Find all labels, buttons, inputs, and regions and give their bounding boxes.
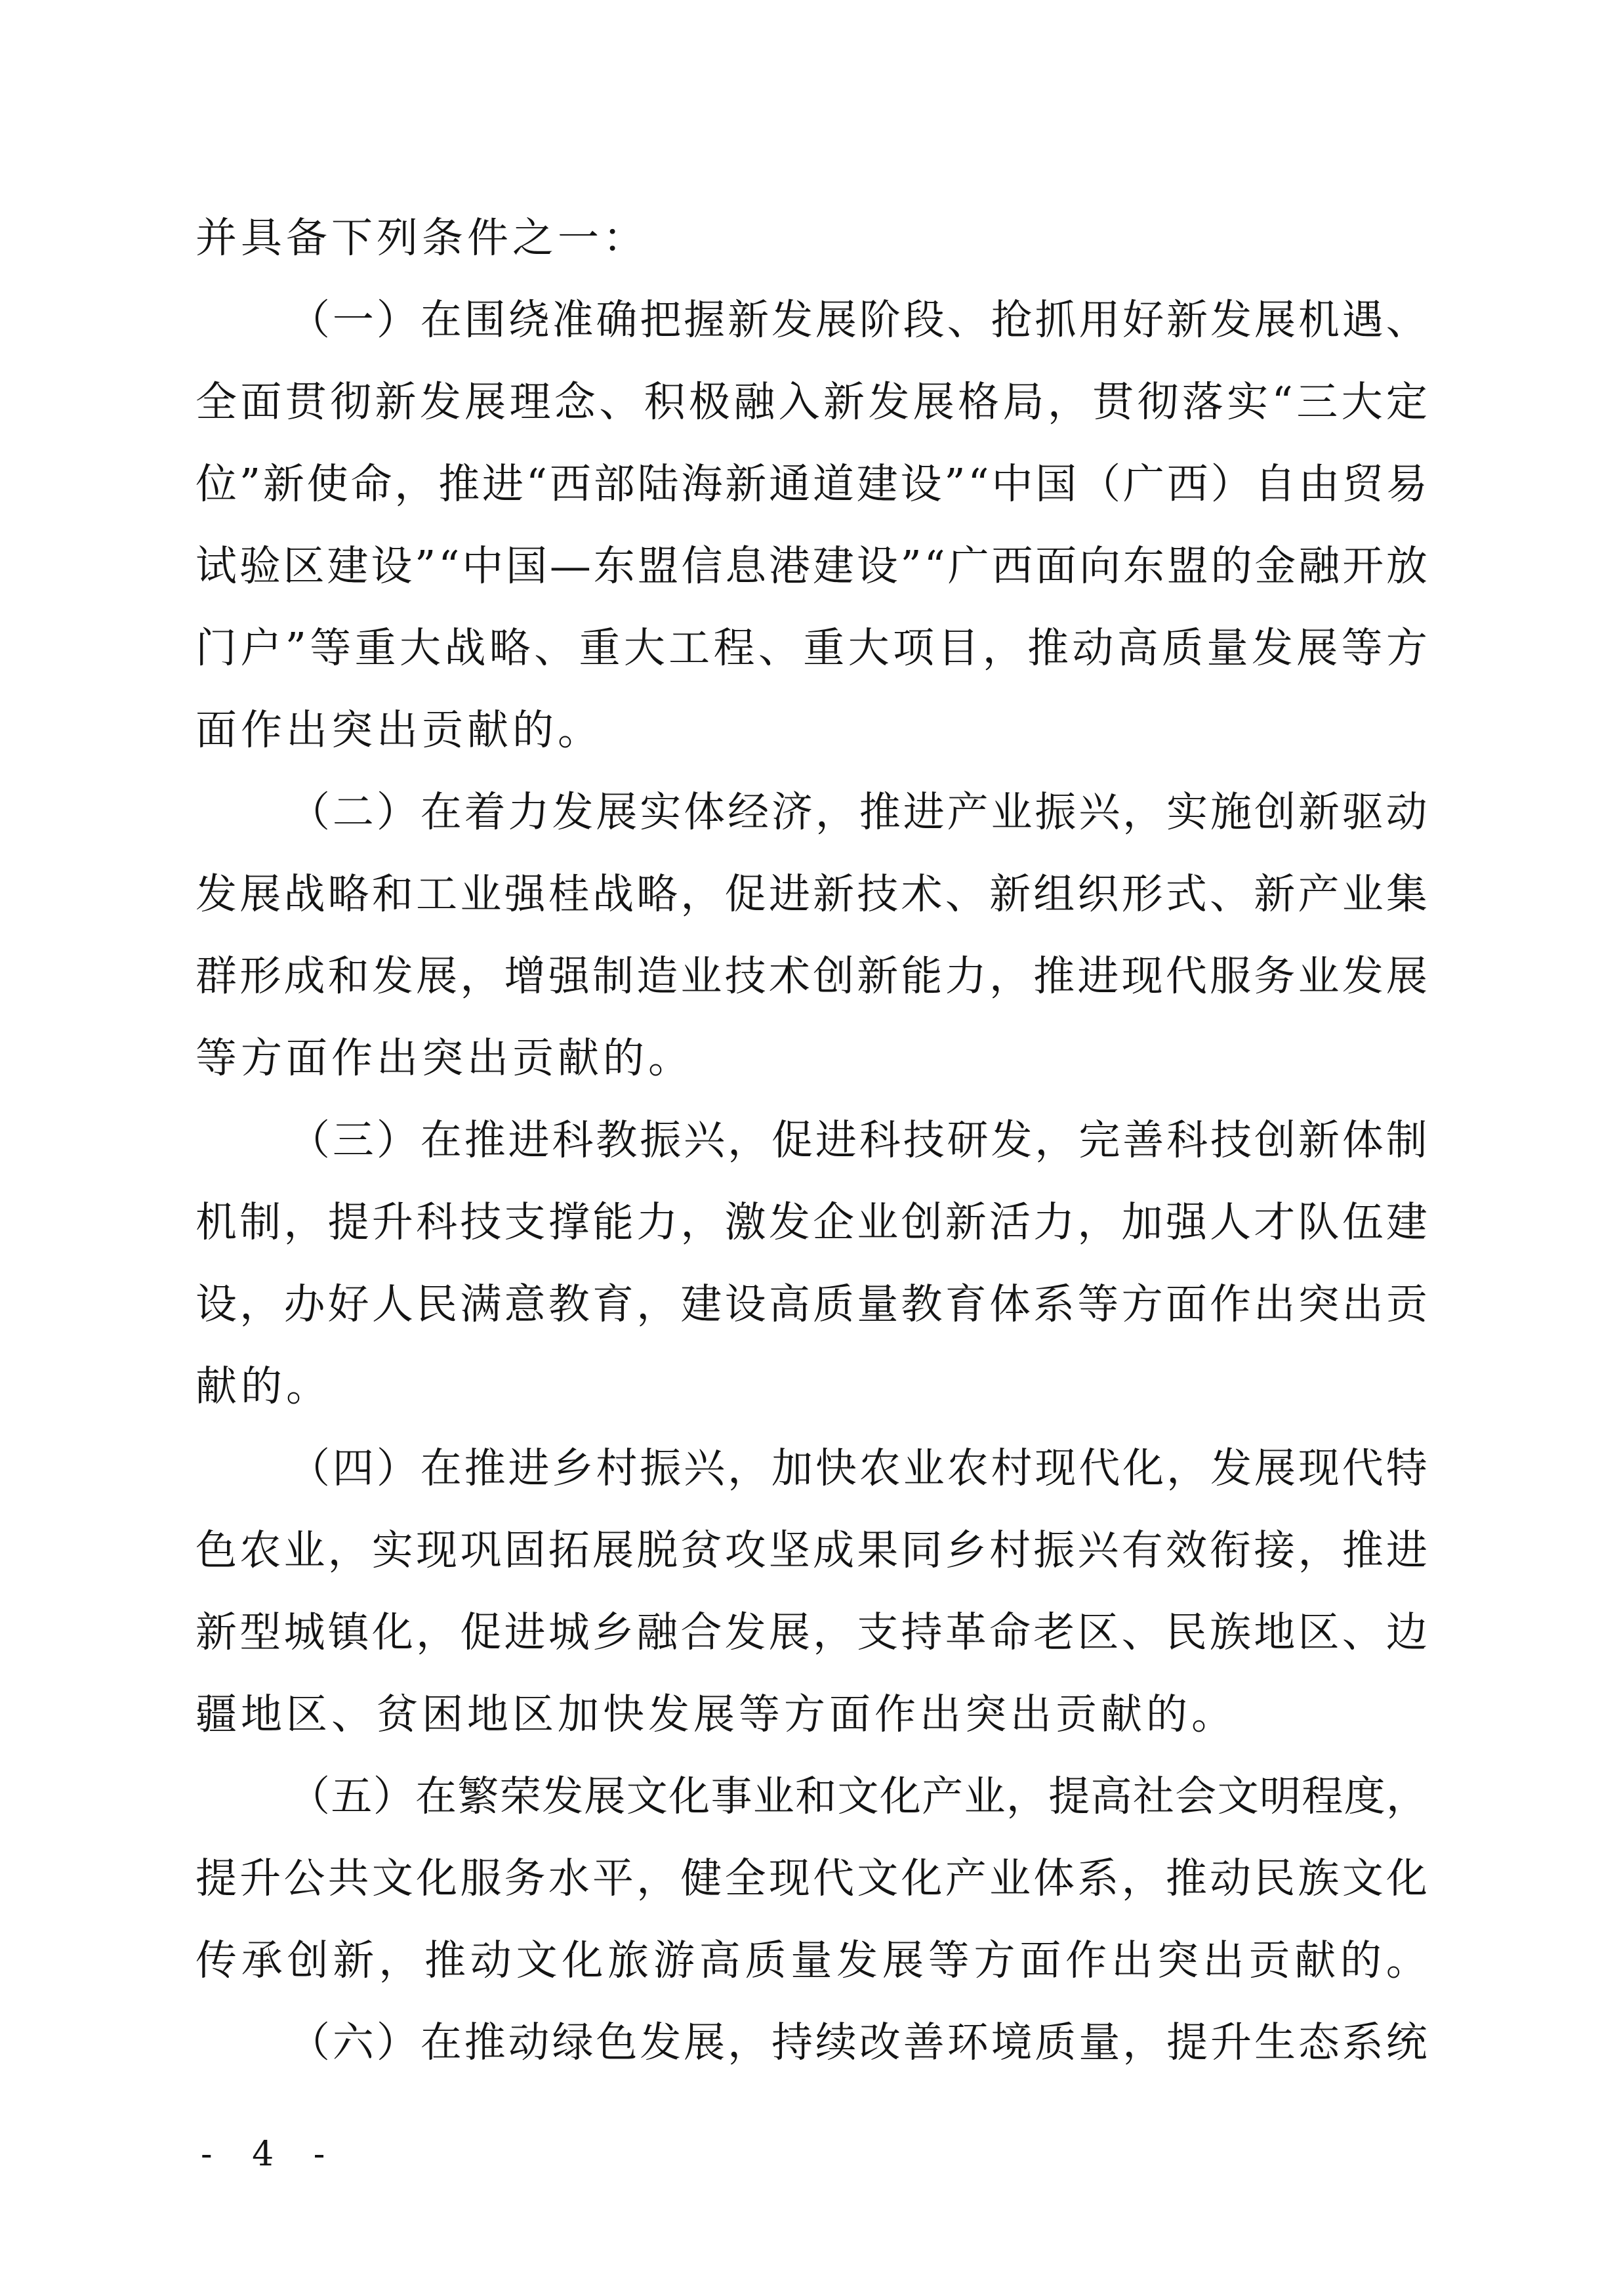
paragraph-item-4: [195, 1427, 1427, 1755]
paragraph-item-5: [195, 1755, 1427, 2001]
text-line: （ 二 ） 在 着 力 发 展 实 体 经 济 ， 推 进 产 业 振 兴 ， 实 施 创 新 驱 动: [289, 788, 1427, 836]
text-line: （ 三 ） 在 推 进 科 教 振 兴 ， 促 进 科 技 研 发 ， 完 善 科 技 创 新 体 制: [289, 1116, 1427, 1164]
text-line: 机 制 ， 提 升 科 技 支 撑 能 力 ， 激 发 企 业 创 新 活 力 ， 加 强 人 才 队 伍 建: [195, 1198, 1427, 1246]
text-line: 门 户 ” 等 重 大 战 略 、 重 大 工 程 、 重 大 项 目 ， 推 动 高 质 量 发 展 等 方: [195, 624, 1427, 672]
text-line: 疆地区、贫困地区加快发展等方面作出突出贡献的。: [195, 1690, 1237, 1738]
text-line: （ 一 ） 在 围 绕 准 确 把 握 新 发 展 阶 段 、 抢 抓 用 好 新 发 展 机 遇 、: [289, 296, 1427, 344]
text-line: 并具备下列条件之一：: [195, 214, 648, 262]
text-line: 等方面作出突出贡献的。: [195, 1034, 693, 1082]
paragraph-item-1: [195, 279, 1427, 771]
text-line: 传 承 创 新 ， 推 动 文 化 旅 游 高 质 量 发 展 等 方 面 作 出 突 出 贡 献 的 。: [195, 1936, 1427, 1984]
text-line: （ 六 ） 在 推 动 绿 色 发 展 ， 持 续 改 善 环 境 质 量 ， 提 升 生 态 系 统: [289, 2018, 1427, 2066]
document-body: [195, 197, 1427, 2083]
text-line: 新 型 城 镇 化 ， 促 进 城 乡 融 合 发 展 ， 支 持 革 命 老 区 、 民 族 地 区 、 边: [195, 1608, 1427, 1656]
text-line: 发 展 战 略 和 工 业 强 桂 战 略 ， 促 进 新 技 术 、 新 组 织 形 式 、 新 产 业 集: [195, 870, 1427, 918]
text-line: 全 面 贯 彻 新 发 展 理 念 、 积 极 融 入 新 发 展 格 局 ， 贯 彻 落 实 “ 三 大 定: [195, 378, 1427, 426]
text-line: 位 ” 新 使 命 ， 推 进 “ 西 部 陆 海 新 通 道 建 设 ” “ 中 国 （ 广 西 ） 自 由 贸 易: [195, 460, 1427, 508]
paragraph-item-6: [195, 2001, 1427, 2083]
text-line: 面作出突出贡献的。: [195, 706, 603, 754]
paragraph-intro: [195, 197, 1427, 279]
paragraph-item-3: [195, 1099, 1427, 1427]
page-footer: [201, 2125, 339, 2184]
text-line: 试 验 区 建 设 ” “ 中 国 — 东 盟 信 息 港 建 设 ” “ 广 西 面 向 东 盟 的 金 融 开 放: [195, 542, 1427, 590]
text-line: 设 ， 办 好 人 民 满 意 教 育 ， 建 设 高 质 量 教 育 体 系 等 方 面 作 出 突 出 贡: [195, 1280, 1427, 1328]
text-line: 群 形 成 和 发 展 ， 增 强 制 造 业 技 术 创 新 能 力 ， 推 进 现 代 服 务 业 发 展: [195, 952, 1427, 1000]
text-line: 色 农 业 ， 实 现 巩 固 拓 展 脱 贫 攻 坚 成 果 同 乡 村 振 兴 有 效 衔 接 ， 推 进: [195, 1526, 1427, 1574]
paragraph-item-2: [195, 771, 1427, 1099]
text-line: （ 四 ） 在 推 进 乡 村 振 兴 ， 加 快 农 业 农 村 现 代 化 ， 发 展 现 代 特: [289, 1444, 1427, 1492]
text-line: 提 升 公 共 文 化 服 务 水 平 ， 健 全 现 代 文 化 产 业 体 系 ， 推 动 民 族 文 化: [195, 1854, 1427, 1902]
text-line: 献的。: [195, 1362, 331, 1410]
page-number: - 4 -: [201, 2135, 340, 2174]
text-line: （ 五 ） 在 繁 荣 发 展 文 化 事 业 和 文 化 产 业 ， 提 高 社 会 文 明 程 度 ，: [289, 1772, 1427, 1820]
